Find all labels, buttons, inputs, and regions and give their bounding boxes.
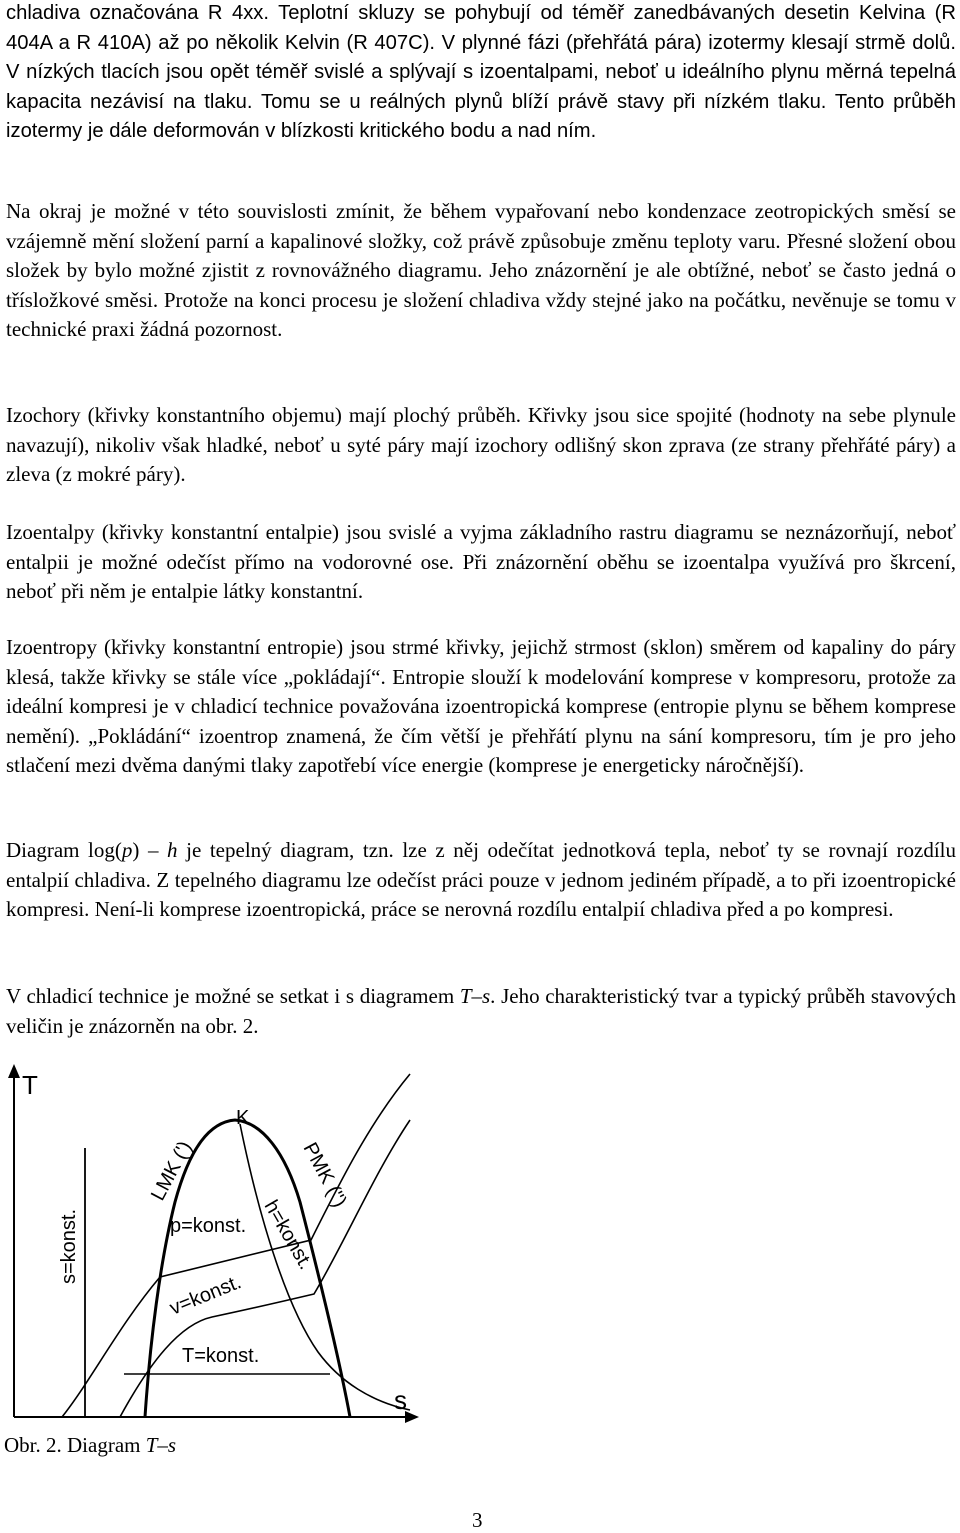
page-number: 3 [472,1508,483,1532]
paragraph-zeotropic: Na okraj je možné v této souvislosti zmínit, že během vypařovaní nebo kondenzace zeotropických směsí se vzájemně mění složení parní a kapalinové složky, což právě způsobuje změnu teploty varu. Přesné složení obou složek by bylo možné zjistit z rovnovážného diagramu. Jeho znázornění je ale obtížné, neboť se často jedná o třísložkové směsi. Protože na konci procesu je složení chladiva vždy stejné jako na počátku, nevěnuje se tomu v technické praxi žádná pozornost. [6,199,956,341]
t-axis-label: T [22,1070,38,1100]
ts-diagram-figure [0,1062,420,1432]
paragraph-isoenthalps: Izoentalpy (křivky konstantní entalpie) jsou svislé a vyjma základního rastru diagramu se neznázorňují, neboť entalpii je možné odečíst přímo na vodorovné ose. Při znázornění oběhu se izoentalpa využívá pro škrcení, neboť při něm je entalpie látky konstantní. [6,520,956,603]
paragraph-isochores: Izochory (křivky konstantního objemu) mají plochý průběh. Křivky jsou sice spojité (hodnoty na sebe plynule navazují), nikoliv však hladké, neboť u syté páry mají izochory odlišný skon zprava (ze strany přehřáté páry) a zleva (z mokré páry). [6,403,956,486]
v-const-label: v=konst. [166,1271,245,1320]
critical-point-label: K [236,1107,250,1129]
h-const-label: h=konst. [259,1196,317,1274]
lmk-label: LMK (') [146,1137,197,1205]
s-const-label: s=konst. [58,1208,80,1284]
p7-var-ts: T–s [459,984,491,1008]
paragraph-isotherms: chladiva označována R 4xx. Teplotní skluzy se pohybují od téměř zanedbávaných desetin Kelvina (R 404A a R 410A) až po několik Kelvin (R 407C). V plynné fázi (přehřátá pára) izotermy klesají strmě dolů. V nízkých tlacích jsou opět téměř svislé a splývají s izoentalpami, neboť u ideálního plynu měrná tepelná kapacita nezávisí na tlaku. Tomu se u reálných plynů blíží právě stavy při nízkém tlaku. Tento průběh izotermy je dále deformován v blízkosti kritického bodu a nad ním. [6,2,956,142]
t-const-label: T=konst. [182,1345,260,1367]
caption-prefix: Obr. 2. Diagram [4,1433,146,1457]
paragraph-logp-h-diagram [6,836,956,925]
p7-text-a: V chladicí technice je možné se setkat i s diagramem [6,984,460,1008]
p6-text-c: je tepelný diagram, tzn. lze z něj odečítat jednotková tepla, neboť ty se rovnají rozdílu entalpií chladiva. Z tepelného diagramu lze odečíst práci pouze v jednom jediném případě, a to při izoentropické kompresi. Není-li komprese izoentropická, práce se nerovná rozdílu entalpií chladiva před a po kompresi. [6,838,956,921]
figure-caption [4,1433,176,1458]
paragraph-isoentropes: Izoentropy (křivky konstantní entropie) jsou strmé křivky, jejichž strmost (sklon) směrem od kapaliny do páry klesá, takže křivky se stále více „pokládají“. Entropie slouží k modelování komprese v kompresoru, protože za ideální kompresi je v chladicí technice považována izoentropická komprese (entropie plynu se během komprese nemění). „Pokládání“ izoentrop znamená, že čím větší je přehřátí plynu na sání kompresoru, tím je pro jeho stlačení mezi dvěma danými tlaky zapotřebí více energie (komprese je energeticky náročnější). [6,635,956,777]
p6-var-p: p [121,838,133,862]
p6-text-b: ) – [132,838,168,862]
s-axis-label: s [394,1385,407,1415]
pmk-label: PMK ('') [298,1139,351,1212]
caption-ts: T–s [145,1433,177,1457]
p-const-label: p=konst. [170,1215,247,1237]
p6-var-h: h [167,838,178,862]
s-axis-arrow-icon [405,1411,419,1423]
p6-text-a: Diagram log( [6,838,122,862]
p7-text-b: . Jeho charakteristický tvar a typický průběh stavových veličin je znázorněn na obr. 2. [6,984,957,1038]
paragraph-ts-diagram [6,982,956,1041]
t-axis-arrow-icon [8,1064,20,1078]
